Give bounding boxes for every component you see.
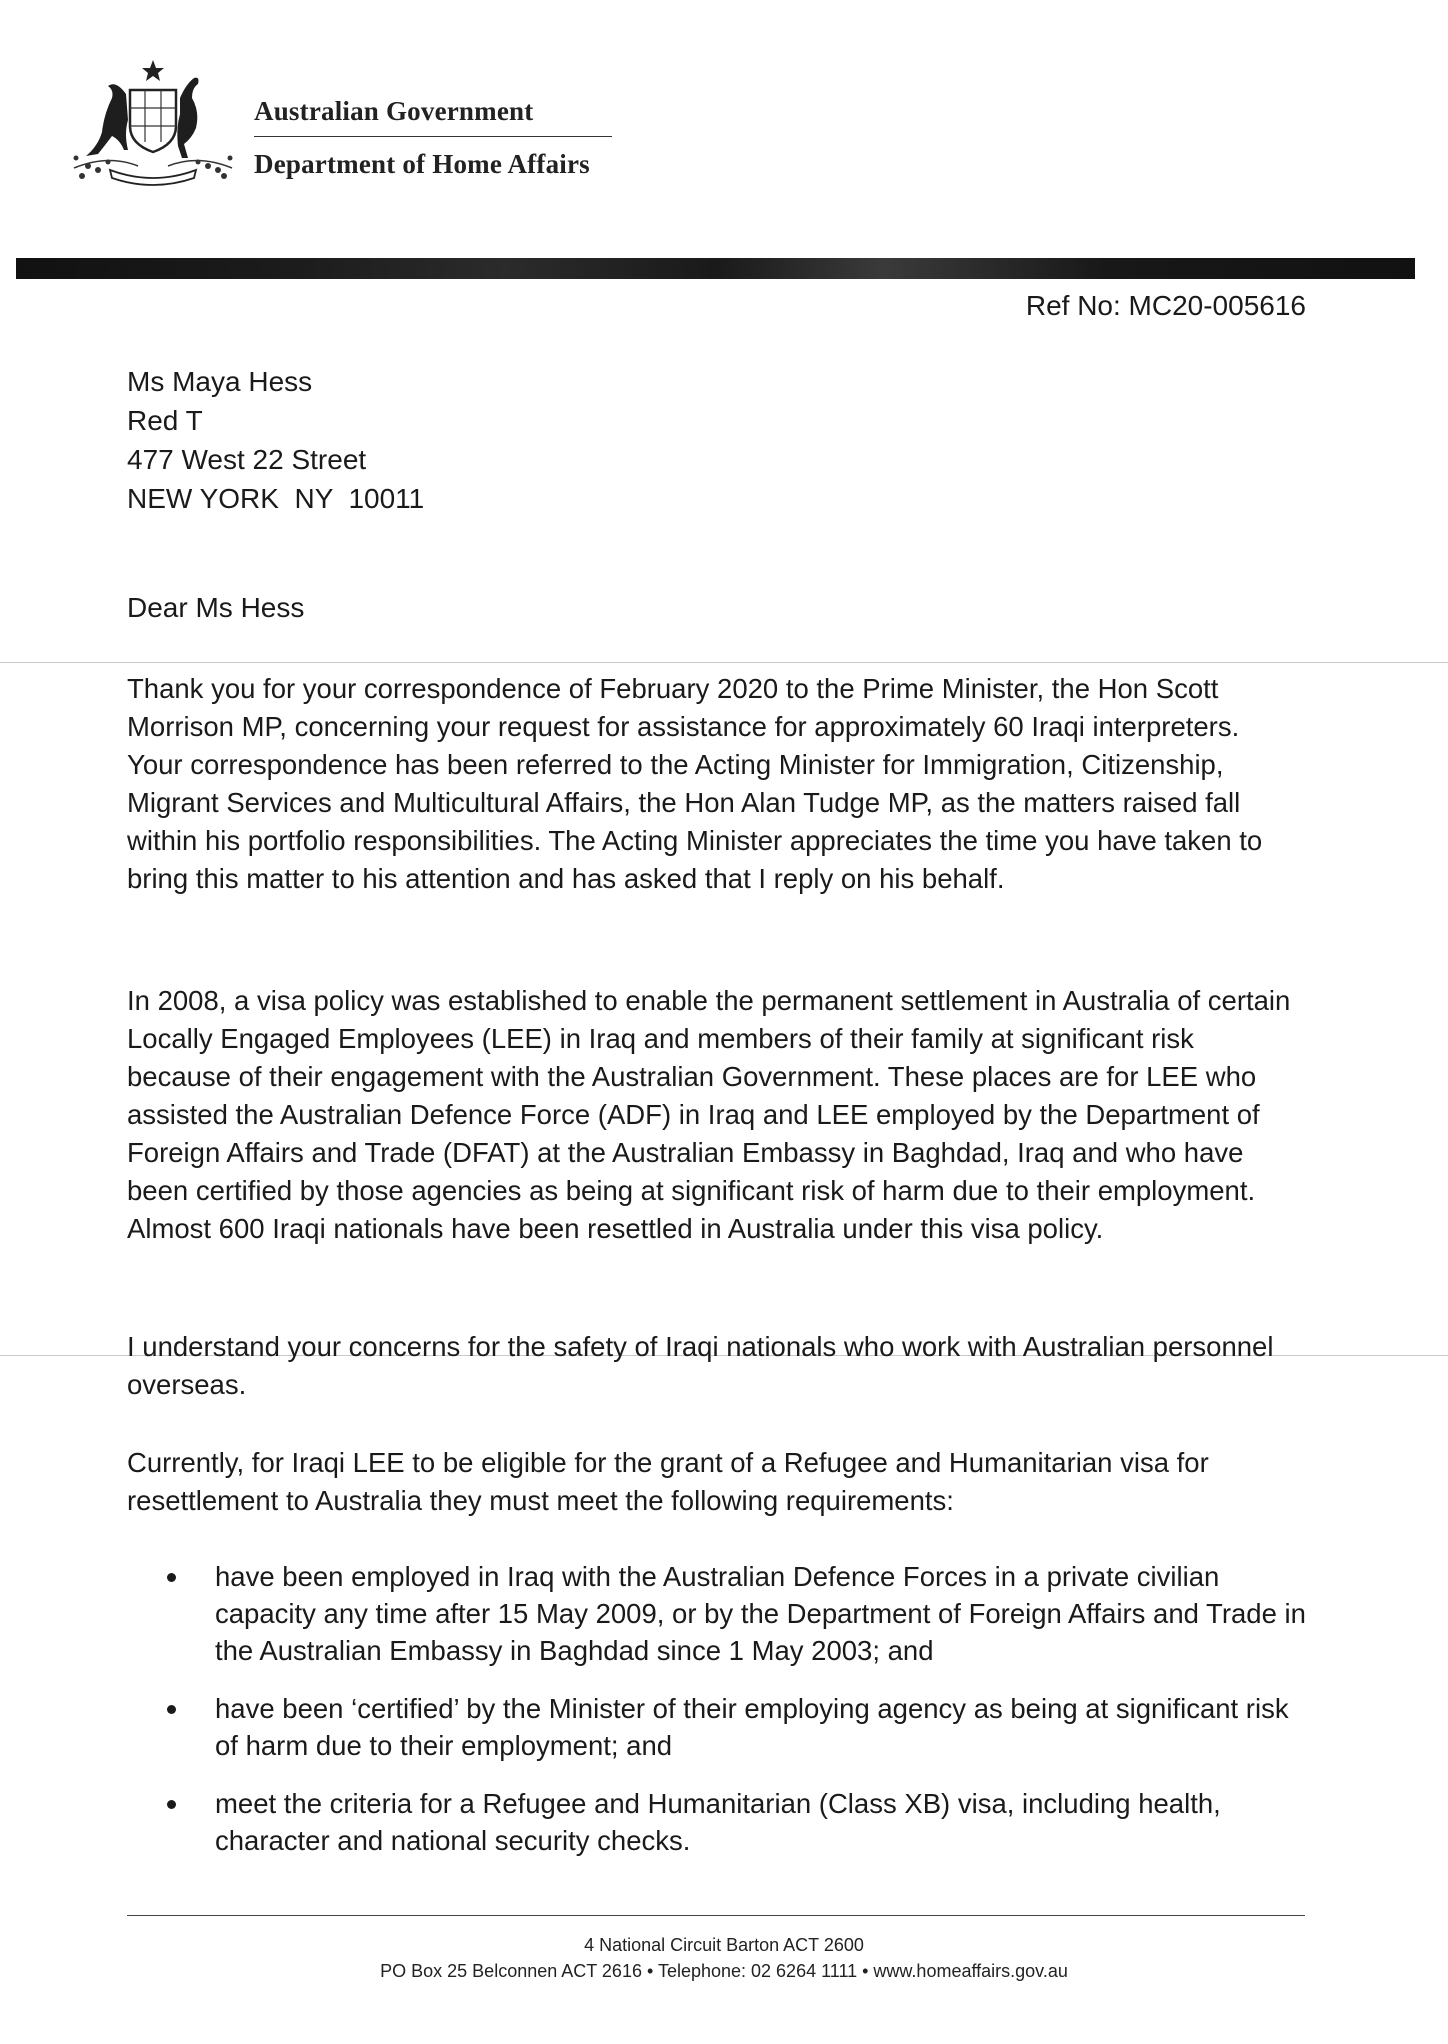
requirement-text: meet the criteria for a Refugee and Humanitarian (Class XB) visa, including health, character and national security checks. [215,1788,1221,1856]
letterhead-rule [254,136,612,137]
paragraph: In 2008, a visa policy was established to enable the permanent settlement in Australia of certain Locally Engaged Employees (LEE) in Iraq and members of their family at significant risk because of their engagement with the Australian Government. These places are for LEE who assisted the Australian Defence Force (ADF) in Iraq and LEE employed by the Department of Foreign Affairs and Trade (DFAT) at the Australian Embassy in Baghdad, Iraq and who have been certified by those agencies as being at significant risk of harm due to their employment. Almost 600 Iraqi nationals have been resettled in Australia under this visa policy. [127,985,1291,1244]
recipient-address [127,362,424,518]
scan-fold-line [0,662,1448,663]
bullet-icon [167,1705,176,1714]
recipient-city: NEW YORK NY 10011 [127,483,425,514]
salutation: Dear Ms Hess [127,592,305,623]
requirement-text: have been ‘certified’ by the Minister of their employing agency as being at significant risk of harm due to their employment; and [215,1693,1289,1761]
agency-block [254,96,612,180]
coat-of-arms-icon [68,58,238,188]
bullet-icon [167,1800,176,1809]
requirements-list [127,1558,1307,1880]
header-band [16,258,1415,279]
government-name: Australian Government [254,96,534,126]
department-name: Department of Home Affairs [254,149,590,179]
reference-number: Ref No: MC20-005616 [1025,290,1306,321]
paragraph: Currently, for Iraqi LEE to be eligible for the grant of a Refugee and Humanitarian visa for resettlement to Australia they must meet the following requirements: [127,1447,1209,1516]
bullet-icon [167,1573,176,1582]
footer-contact: PO Box 25 Belconnen ACT 2616 • Telephone: 02 6264 1111 • www.homeaffairs.gov.au [380,1961,1068,1981]
requirement-text: have been employed in Iraq with the Australian Defence Forces in a private civilian capacity any time after 15 May 2009, or by the Department of Foreign Affairs and Trade in the Australian Embassy in Baghdad since 1 May 2003; and [215,1561,1306,1666]
footer-rule [127,1915,1305,1916]
recipient-organisation: Red T [127,405,203,436]
recipient-name: Ms Maya Hess [127,366,313,397]
footer-address: 4 National Circuit Barton ACT 2600 [584,1935,864,1955]
list-item [127,1558,1307,1669]
paragraph: I understand your concerns for the safety of Iraqi nationals who work with Australian personnel overseas. [127,1331,1274,1400]
list-item [127,1690,1307,1764]
recipient-street: 477 West 22 Street [127,444,367,475]
list-item [127,1785,1307,1859]
paragraph: Thank you for your correspondence of February 2020 to the Prime Minister, the Hon Scott Morrison MP, concerning your request for assistance for approximately 60 Iraqi interpreters. Your correspondence has been referred to the Acting Minister for Immigration, Citizenship, Migrant Services and Multicultural Affairs, the Hon Alan Tudge MP, as the matters raised fall within his portfolio responsibilities. The Acting Minister appreciates the time you have taken to bring this matter to his attention and has asked that I reply on his behalf. [127,673,1263,894]
